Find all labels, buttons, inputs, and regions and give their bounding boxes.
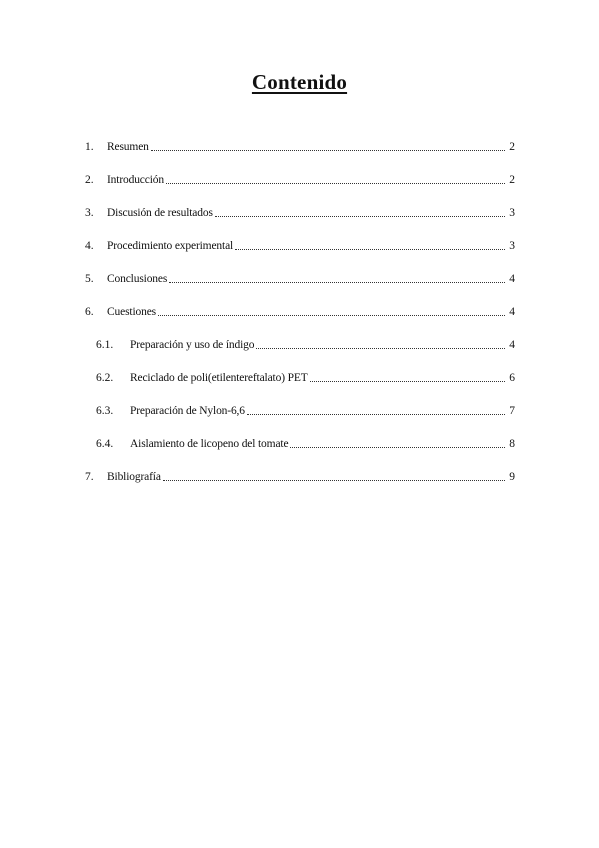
- toc-entry-page: 8: [509, 438, 515, 450]
- toc-entry-number: 6.2.: [96, 372, 114, 384]
- table-of-contents: [85, 139, 515, 502]
- dot-leader: [215, 204, 505, 217]
- toc-entry-cuestiones[interactable]: [85, 304, 515, 337]
- toc-entry-introduccion[interactable]: [85, 172, 515, 205]
- toc-entry-title: Aislamiento de licopeno del tomate: [130, 438, 289, 450]
- dot-leader: [158, 303, 505, 316]
- toc-entry-page: 7: [509, 405, 515, 417]
- toc-entry-page: 4: [509, 339, 515, 351]
- toc-entry-reciclado-pet[interactable]: [85, 370, 515, 403]
- toc-entry-page: 3: [509, 240, 515, 252]
- toc-entry-title: Procedimiento experimental: [107, 240, 234, 252]
- toc-entry-page: 3: [509, 207, 515, 219]
- toc-entry-page: 4: [509, 306, 515, 318]
- toc-entry-indigo[interactable]: [85, 337, 515, 370]
- dot-leader: [169, 270, 505, 283]
- toc-entry-number: 6.4.: [96, 438, 114, 450]
- dot-leader: [256, 336, 505, 349]
- toc-entry-title: Preparación de Nylon-6,6: [130, 405, 245, 417]
- dot-leader: [290, 435, 505, 448]
- toc-entry-title: Introducción: [107, 174, 164, 186]
- toc-entry-title: Preparación y uso de índigo: [130, 339, 255, 351]
- toc-entry-nylon[interactable]: [85, 403, 515, 436]
- toc-entry-title: Bibliografía: [107, 471, 161, 483]
- dot-leader: [151, 138, 505, 151]
- dot-leader: [247, 402, 505, 415]
- dot-leader: [166, 171, 505, 184]
- toc-entry-number: 1.: [85, 141, 94, 153]
- dot-leader: [163, 468, 505, 481]
- page-title: Contenido: [251, 70, 348, 94]
- toc-entry-title: Reciclado de poli(etilentereftalato) PET: [130, 372, 308, 384]
- dot-leader: [310, 369, 505, 382]
- toc-entry-page: 2: [509, 174, 515, 186]
- toc-entry-page: 6: [509, 372, 515, 384]
- toc-entry-number: 5.: [85, 273, 94, 285]
- toc-entry-page: 4: [509, 273, 515, 285]
- dot-leader: [235, 237, 505, 250]
- toc-entry-number: 6.1.: [96, 339, 114, 351]
- toc-entry-title: Discusión de resultados: [107, 207, 213, 219]
- toc-entry-page: 2: [509, 141, 515, 153]
- toc-entry-licopeno[interactable]: [85, 436, 515, 469]
- toc-entry-number: 2.: [85, 174, 94, 186]
- toc-entry-conclusiones[interactable]: [85, 271, 515, 304]
- toc-entry-bibliografia[interactable]: [85, 469, 515, 502]
- toc-entry-number: 6.: [85, 306, 94, 318]
- toc-entry-number: 6.3.: [96, 405, 114, 417]
- toc-entry-discusion[interactable]: [85, 205, 515, 238]
- toc-entry-number: 4.: [85, 240, 94, 252]
- toc-entry-number: 7.: [85, 471, 94, 483]
- toc-entry-procedimiento[interactable]: [85, 238, 515, 271]
- toc-entry-title: Resumen: [107, 141, 149, 153]
- toc-entry-title: Conclusiones: [107, 273, 168, 285]
- toc-entry-resumen[interactable]: [85, 139, 515, 172]
- toc-entry-page: 9: [509, 471, 515, 483]
- toc-entry-number: 3.: [85, 207, 94, 219]
- toc-entry-title: Cuestiones: [107, 306, 156, 318]
